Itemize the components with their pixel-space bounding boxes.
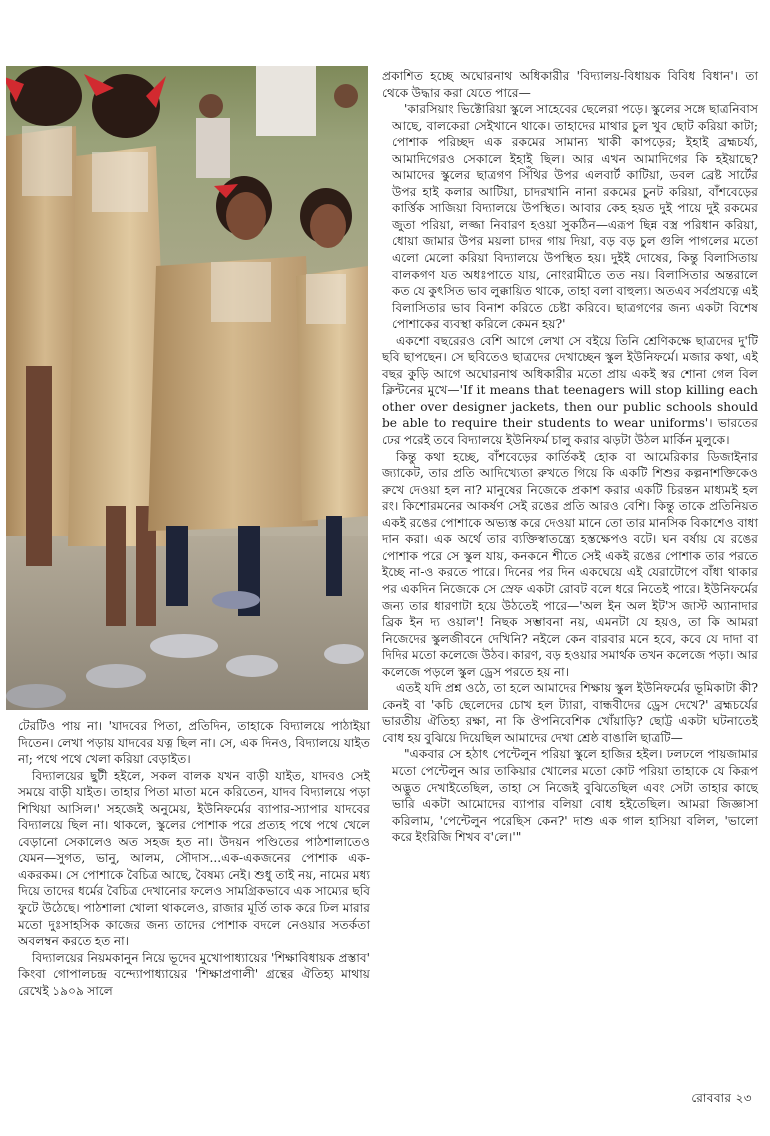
article-column-left (18, 718, 370, 999)
paragraph: বিদ্যালয়ের নিয়মকানুন নিয়ে ভূদেব মুখোপাধ্যায়ের 'শিক্ষাবিধায়ক প্রস্তাব' কিংবা গোপালচন্দ্র বন্দ্যোপাধ্যায়ের 'শিক্ষাপ্রণালী' গ্রন্থের ঐতিহ্য মাথায় রেখেই ১৯০৯ সালে (18, 950, 370, 998)
paragraph: 'কারসিয়াং ভিক্টোরিয়া স্কুলে সাহেবের ছেলেরা পড়ে। স্কুলের সঙ্গে ছাত্রনিবাস আছে, বালকেরা সেইখানে থাকে। তাহাদের মাথার চুল খুব ছোট করিয়া কাটা; পোশাক পরিচ্ছদ এক রকমের সামান্য খাকী কাপড়ের; ইহাই ব্রহ্মচর্য্য, আমাদিগেরও সেকালে ইহাই ছিল। আর এখন আমাদিগের কি হইয়াছে? আমাদের স্কুলের ছাত্রগণ সিঁথির উপর এলবার্ট কাটিয়া, ডবল ব্রেষ্ট সার্টের উপর হাই কলার আটিয়া, চাদরখানি নানা রকমের চুনট করিয়া, বাঁশবেড়ের কার্ত্তিক সাজিয়া বিদ্যালয়ে উপস্থিত। আবার কেহ হয়ত দুই পায়ে দুই রকমের জুতা পরিয়া, লজ্জা নিবারণ হওয়া সুকঠিন—এরূপ ছিন্ন বস্ত্র পরিধান করিয়া, ধোয়া জামার উপর ময়লা চাদর গায় দিয়া, বড় বড় চুল গুলি পাগলের মতো এলো মেলো করিয়া বিদ্যালয়ে উপস্থিত হয়। দুইই দোষের, কিন্তু বিলাসিতায় বালকগণ যত অধঃপাতে যায়, নোংরামীতে তত নয়। বিলাসিতার অন্তরালে কত যে কুৎসিত ভাব লুক্কায়িত থাকে, তাহা বলা বাহুল্য। অতএব সর্বপ্রযত্নে এই বিলাসিতার ভাব বিনাশ করিতে চেষ্টা করিবে। ছাত্রগণের জন্য একটা বিশেষ পোশাকের ব্যবস্থা করিলে কেমন হয়?' (392, 102, 758, 332)
paragraph: "একবার সে হঠাৎ পেন্টেলুন পরিয়া স্কুলে হাজির হইল। ঢলঢলে পায়জামার মতো পেন্টেলুন আর তাকিয়ার খোলের মতো কোট পরিয়া তাহাকে যে কিরূপ অদ্ভুত দেখাইতেছিল, তাহা সে নিজেই বুঝিতেছিল এবং সেটা তাহার কাছে ভারি একটা আমোদের ব্যাপার বলিয়া বোধ হইতেছিল। আমরা জিজ্ঞাসা করিলাম, 'পেন্টেলুন পরেছিস কেন?' দাশু এক গাল হাসিয়া বলিল, 'ভালো করে ইংরিজি শিখব ব'লে।'" (392, 747, 758, 845)
paragraph: টেরটিও পায় না। 'যাদবের পিতা, প্রতিদিন, তাহাকে বিদ্যালয়ে পাঠাইয়া দিতেন। লেখা পড়ায় যাদবের যত্ন ছিল না। সে, এক দিনও, বিদ্যালয়ে যাইত না; পথে পথে খেলা করিয়া বেড়াইত। (18, 719, 370, 767)
paragraph: কিন্তু কথা হচ্ছে, বাঁশবেড়ের কার্তিকই হোক বা আমেরিকার ডিজাইনার জ্যাকেট, তার প্রতি আদিখ্যেতা রুখতে গিয়ে কি একটি শিশুর কল্পনাশক্তিকেও রুখে দেওয়া হল না? মানুষের নিজেকে প্রকাশ করার একটি চিরন্তন মাধ্যমই হল রং। কিশোরমনের আকর্ষণ সেই রঙের প্রতি আরও বেশি। কিন্তু তাকে প্রতিনিয়ত একই রঙের পোশাকে অভ্যস্ত করে দেওয়া মানে তো তার মানসিক বিকাশেও বাধা দান করা। এক অর্থে তার ব্যক্তিস্বাতন্ত্র্যে হস্তক্ষেপও বটে। ঘন বর্ষায় যে রঙের পোশাক পরে সে স্কুল যায়, কনকনে শীতে সেই একই রঙের পোশাক তার পরতে ইচ্ছে না-ও করতে পারে। দিনের পর দিন একঘেয়ে এই যেরাটোপে বাঁধা থাকার পর একদিন নিজেকে সে স্রেফ একটা রোবট বলে ধরে নিতেই পারে। ইউনিফর্মের জন্য তার ধারণাটা হয়ে উঠতেই পারে—'অল ইন অল ইট'স জাস্ট অ্যানাদার ব্রিক ইন দ্য ওয়াল'! নিছক সম্ভাবনা নয়, এমনটা যে হয়ও, তা কি আমরা নিজেদের স্কুলজীবনে দেখিনি? নইলে কেন বারবার মনে হবে, কবে যে দাদা বা দিদির মতো কলেজে উঠব। কারণ, বড় হওয়ার সমার্থক তখন কলেজে পড়া। আর কলেজে পড়লে স্কুল ড্রেস পরতে হয় না। (382, 449, 758, 679)
page-footer: রোববার ২৩ (691, 1091, 752, 1105)
paragraph: একশো বছরেরও বেশি আগে লেখা সে বইয়ে তিনি শ্রেণিকক্ষে ছাত্রদের দু'টি ছবি ছাপছেন। সে ছবিতেও ছাত্রদের দেখাচ্ছেন স্কুল ইউনিফর্মে। মজার কথা, এই বছর কুড়ি আগে অঘোরনাথ অধিকারীর মতো প্রায় একই স্বর শোনা গেল বিল ক্লিন্টনের মুখে—'If it means that teenagers will stop killing each other over designer jackets, then our public schools should be able to require their students to wear uniforms'। ভারতের ঢের পরেই তবে বিদ্যালয়ে ইউনিফর্ম চালু করার ঝড়টা উঠল মার্কিন মুলুকে। (382, 333, 758, 448)
paragraph: বিদ্যালয়ের ছুটী হইলে, সকল বালক যখন বাড়ী যাইত, যাদবও সেই সময়ে বাড়ী যাইত। তাহার পিতা মাতা মনে করিতেন, যাদব বিদ্যালয়ে পড়া শিখিয়া আসিল।' সহজেই অনুমেয়, ইউনিফর্মের ব্যাপার-স্যাপার যাদবের বিদ্যালয়ে ছিল না। থাকলে, স্কুলের পোশাক পরে প্রত্যহ পথে পথে খেলে বেড়ানো সেকালেও অত সহজ হত না। উদয়ন পণ্ডিতের পাঠশালাতেও যেমন—সুগত, ভানু, আলম, সৌদাস...এক-একজনের পোশাক এক-একরকম। সে পোশাকে বৈচিত্র আছে, বৈষম্য নেই। শুধু তাই নয়, নামের মধ্য দিয়ে তাদের ধর্মের বৈচিত্র দেখানোর ফলেও সামগ্রিকভাবে এক সাম্যের ছবি ফুটে উঠেছে। পাঠশালা খোলা থাকলেও, রাজার মূর্তি তাক করে ঢিল মারার মতো দুঃসাহসিক কাজের জন্য তাদের পোশাক বদলে নেওয়ার সতর্কতা অবলম্বন করতে হত না। (18, 768, 370, 949)
article-column-right (382, 68, 758, 846)
paragraph: এতই যদি প্রশ্ন ওঠে, তা হলে আমাদের শিক্ষায় স্কুল ইউনিফর্মের ভূমিকাটা কী? কেনই বা 'কচি ছেলেদের চোখ হল ট্যারা, বান্ধবীদের ড্রেস দেখে?' ব্রহ্মচর্যের ভারতীয় ঐতিহ্য রক্ষা, না কি ঔপনিবেশিক খোঁয়াড়ি? ছোট্ট একটা ঘটনাতেই বোধ হয় বুঝিয়ে দিয়েছিল আমাদের দেখা শ্রেষ্ঠ বাঙালি ছাত্রটি— (382, 681, 758, 745)
paragraph: প্রকাশিত হচ্ছে অঘোরনাথ অধিকারীর 'বিদ্যালয়-বিধায়ক বিবিধ বিধান'। তা থেকে উদ্ধার করা যেতে পারে— (382, 69, 758, 100)
schoolgirls-photo (6, 66, 368, 710)
